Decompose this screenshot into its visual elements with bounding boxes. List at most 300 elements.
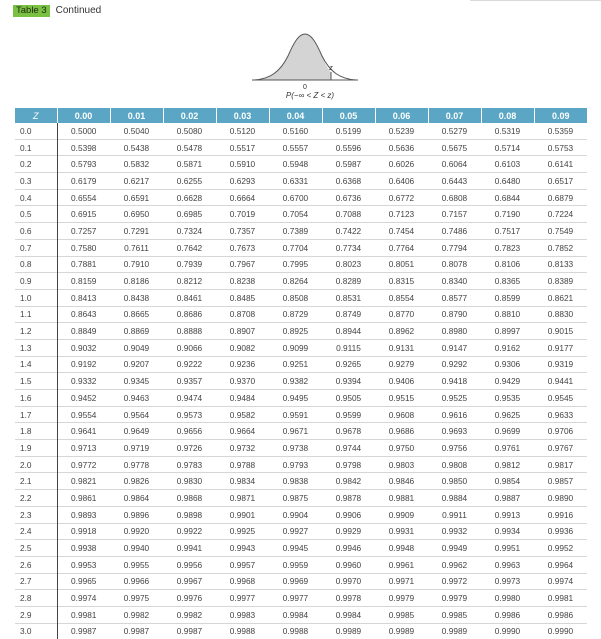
probability-cell: 0.5753 bbox=[534, 139, 587, 156]
probability-cell: 0.9292 bbox=[428, 356, 481, 373]
probability-cell: 0.7549 bbox=[534, 223, 587, 240]
probability-cell: 0.9985 bbox=[375, 606, 428, 623]
probability-cell: 0.6554 bbox=[57, 189, 110, 206]
probability-cell: 0.9893 bbox=[57, 506, 110, 523]
probability-cell: 0.8925 bbox=[269, 323, 322, 340]
probability-cell: 0.9222 bbox=[163, 356, 216, 373]
normal-distribution-table bbox=[15, 108, 587, 639]
probability-cell: 0.5517 bbox=[216, 139, 269, 156]
probability-cell: 0.9332 bbox=[57, 373, 110, 390]
probability-cell: 0.9826 bbox=[110, 473, 163, 490]
probability-cell: 0.9990 bbox=[534, 623, 587, 639]
probability-cell: 0.9968 bbox=[216, 573, 269, 590]
row-z-value: 1.5 bbox=[15, 373, 57, 390]
probability-cell: 0.9981 bbox=[57, 606, 110, 623]
probability-cell: 0.6915 bbox=[57, 206, 110, 223]
probability-cell: 0.9962 bbox=[428, 556, 481, 573]
probability-cell: 0.9625 bbox=[481, 406, 534, 423]
probability-cell: 0.9192 bbox=[57, 356, 110, 373]
probability-cell: 0.9963 bbox=[481, 556, 534, 573]
table-row bbox=[15, 423, 587, 440]
table-row bbox=[15, 490, 587, 507]
probability-cell: 0.9761 bbox=[481, 440, 534, 457]
probability-cell: 0.7019 bbox=[216, 206, 269, 223]
probability-cell: 0.8133 bbox=[534, 256, 587, 273]
table-row bbox=[15, 523, 587, 540]
probability-cell: 0.7054 bbox=[269, 206, 322, 223]
probability-cell: 0.9812 bbox=[481, 456, 534, 473]
probability-cell: 0.7642 bbox=[163, 239, 216, 256]
table-row bbox=[15, 289, 587, 306]
probability-cell: 0.8749 bbox=[322, 306, 375, 323]
probability-cell: 0.9803 bbox=[375, 456, 428, 473]
normal-curve-svg bbox=[250, 24, 360, 94]
table-row bbox=[15, 156, 587, 173]
probability-cell: 0.9948 bbox=[375, 540, 428, 557]
probability-cell: 0.6700 bbox=[269, 189, 322, 206]
probability-cell: 0.7995 bbox=[269, 256, 322, 273]
probability-cell: 0.9988 bbox=[216, 623, 269, 639]
probability-cell: 0.9988 bbox=[269, 623, 322, 639]
header-col-0.03: 0.03 bbox=[216, 108, 269, 123]
probability-cell: 0.9922 bbox=[163, 523, 216, 540]
probability-cell: 0.9846 bbox=[375, 473, 428, 490]
probability-cell: 0.9793 bbox=[269, 456, 322, 473]
probability-cell: 0.8186 bbox=[110, 273, 163, 290]
probability-cell: 0.9394 bbox=[322, 373, 375, 390]
probability-cell: 0.7454 bbox=[375, 223, 428, 240]
probability-cell: 0.9965 bbox=[57, 573, 110, 590]
probability-cell: 0.9732 bbox=[216, 440, 269, 457]
probability-cell: 0.7389 bbox=[269, 223, 322, 240]
probability-cell: 0.6443 bbox=[428, 173, 481, 190]
probability-cell: 0.9945 bbox=[269, 540, 322, 557]
probability-cell: 0.9987 bbox=[57, 623, 110, 639]
probability-cell: 0.8554 bbox=[375, 289, 428, 306]
table-row bbox=[15, 623, 587, 639]
probability-cell: 0.9946 bbox=[322, 540, 375, 557]
probability-cell: 0.9207 bbox=[110, 356, 163, 373]
table-row bbox=[15, 189, 587, 206]
probability-cell: 0.8770 bbox=[375, 306, 428, 323]
probability-cell: 0.5279 bbox=[441, 125, 468, 136]
probability-cell: 0.9979 bbox=[428, 590, 481, 607]
probability-cell: 0.9989 bbox=[375, 623, 428, 639]
probability-cell: 0.9719 bbox=[110, 440, 163, 457]
probability-cell: 0.8023 bbox=[322, 256, 375, 273]
probability-cell: 0.9982 bbox=[163, 606, 216, 623]
row-z-value: 1.4 bbox=[15, 356, 57, 373]
probability-cell: 0.8686 bbox=[163, 306, 216, 323]
probability-cell: 0.9726 bbox=[163, 440, 216, 457]
row-z-value: 2.6 bbox=[15, 556, 57, 573]
row-z-value: 1.0 bbox=[15, 289, 57, 306]
probability-cell: 0.7157 bbox=[428, 206, 481, 223]
probability-cell: 0.7823 bbox=[481, 239, 534, 256]
probability-cell: 0.9082 bbox=[216, 339, 269, 356]
probability-cell: 0.7734 bbox=[322, 239, 375, 256]
probability-cell: 0.5319 bbox=[494, 125, 521, 136]
probability-cell: 0.9147 bbox=[428, 339, 481, 356]
probability-cell: 0.9664 bbox=[216, 423, 269, 440]
probability-cell: 0.9940 bbox=[110, 540, 163, 557]
row-z-value: 0.5 bbox=[15, 206, 57, 223]
probability-cell: 0.9671 bbox=[269, 423, 322, 440]
probability-cell: 0.9357 bbox=[163, 373, 216, 390]
probability-cell: 0.8577 bbox=[428, 289, 481, 306]
probability-cell: 0.9931 bbox=[375, 523, 428, 540]
probability-cell: 0.9911 bbox=[428, 506, 481, 523]
header-col-0.09: 0.09 bbox=[534, 108, 587, 123]
table-row bbox=[15, 373, 587, 390]
probability-cell: 0.9406 bbox=[375, 373, 428, 390]
probability-cell: 0.8599 bbox=[481, 289, 534, 306]
probability-cell: 0.8997 bbox=[481, 323, 534, 340]
probability-cell: 0.8708 bbox=[216, 306, 269, 323]
probability-cell: 0.7852 bbox=[534, 239, 587, 256]
probability-cell: 0.9744 bbox=[322, 440, 375, 457]
probability-cell: 0.9904 bbox=[269, 506, 322, 523]
probability-cell: 0.8078 bbox=[428, 256, 481, 273]
shaded-area bbox=[254, 34, 331, 80]
probability-cell: 0.9969 bbox=[269, 573, 322, 590]
probability-cell: 0.9525 bbox=[428, 390, 481, 407]
probability-cell: 0.9854 bbox=[481, 473, 534, 490]
probability-cell: 0.9901 bbox=[216, 506, 269, 523]
table-row bbox=[15, 473, 587, 490]
probability-cell: 0.9798 bbox=[322, 456, 375, 473]
probability-cell: 0.9452 bbox=[57, 390, 110, 407]
probability-cell: 0.5910 bbox=[216, 156, 269, 173]
probability-cell: 0.8849 bbox=[57, 323, 110, 340]
table-row bbox=[15, 506, 587, 523]
table-row bbox=[15, 323, 587, 340]
probability-cell: 0.6026 bbox=[375, 156, 428, 173]
probability-cell: 0.9936 bbox=[534, 523, 587, 540]
probability-cell: 0.9573 bbox=[163, 406, 216, 423]
probability-cell: 0.8980 bbox=[428, 323, 481, 340]
probability-cell: 0.6103 bbox=[481, 156, 534, 173]
table-row bbox=[15, 556, 587, 573]
header-col-0.01: 0.01 bbox=[110, 108, 163, 123]
probability-cell: 0.5987 bbox=[322, 156, 375, 173]
probability-cell: 0.9599 bbox=[322, 406, 375, 423]
probability-cell: 0.9830 bbox=[163, 473, 216, 490]
header-col-0.00: 0.00 bbox=[57, 108, 110, 123]
probability-cell: 0.6517 bbox=[534, 173, 587, 190]
probability-cell: 0.6808 bbox=[428, 189, 481, 206]
header-z: Z bbox=[15, 108, 57, 123]
probability-cell: 0.9515 bbox=[375, 390, 428, 407]
probability-cell: 0.6368 bbox=[322, 173, 375, 190]
probability-cell: 0.5832 bbox=[110, 156, 163, 173]
probability-cell: 0.9952 bbox=[534, 540, 587, 557]
probability-cell: 0.9906 bbox=[322, 506, 375, 523]
probability-cell: 0.9641 bbox=[57, 423, 110, 440]
probability-cell: 0.9319 bbox=[534, 356, 587, 373]
probability-cell: 0.9960 bbox=[322, 556, 375, 573]
probability-cell: 0.8051 bbox=[375, 256, 428, 273]
probability-cell: 0.9970 bbox=[322, 573, 375, 590]
table-header bbox=[15, 108, 587, 123]
table-row bbox=[15, 306, 587, 323]
probability-cell: 0.9861 bbox=[57, 490, 110, 507]
probability-cell: 0.9949 bbox=[428, 540, 481, 557]
probability-cell: 0.7580 bbox=[57, 239, 110, 256]
row-z-value: 0.4 bbox=[15, 189, 57, 206]
probability-cell: 0.7881 bbox=[57, 256, 110, 273]
probability-cell: 0.5714 bbox=[481, 139, 534, 156]
header-col-0.02: 0.02 bbox=[163, 108, 216, 123]
probability-cell: 0.9857 bbox=[534, 473, 587, 490]
row-z-value: 1.9 bbox=[15, 440, 57, 457]
probability-cell: 0.9951 bbox=[481, 540, 534, 557]
probability-cell: 0.5636 bbox=[375, 139, 428, 156]
probability-cell: 0.9979 bbox=[375, 590, 428, 607]
probability-cell: 0.5438 bbox=[110, 139, 163, 156]
probability-cell: 0.9850 bbox=[428, 473, 481, 490]
probability-cell: 0.9927 bbox=[269, 523, 322, 540]
probability-cell: 0.8621 bbox=[534, 289, 587, 306]
probability-cell: 0.9608 bbox=[375, 406, 428, 423]
probability-cell: 0.8389 bbox=[534, 273, 587, 290]
probability-cell: 0.9015 bbox=[534, 323, 587, 340]
probability-cell: 0.6628 bbox=[163, 189, 216, 206]
probability-cell: 0.6141 bbox=[534, 156, 587, 173]
probability-cell: 0.7611 bbox=[110, 239, 163, 256]
probability-cell: 0.9370 bbox=[216, 373, 269, 390]
probability-cell: 0.8830 bbox=[534, 306, 587, 323]
probability-cell: 0.9699 bbox=[481, 423, 534, 440]
probability-cell: 0.6772 bbox=[375, 189, 428, 206]
probability-cell: 0.9986 bbox=[534, 606, 587, 623]
probability-cell: 0.8643 bbox=[57, 306, 110, 323]
probability-cell: 0.6985 bbox=[163, 206, 216, 223]
probability-cell: 0.9977 bbox=[216, 590, 269, 607]
table-row bbox=[15, 206, 587, 223]
probability-cell: 0.9983 bbox=[216, 606, 269, 623]
probability-cell: 0.9938 bbox=[57, 540, 110, 557]
probability-cell: 0.9956 bbox=[163, 556, 216, 573]
probability-cell: 0.7257 bbox=[57, 223, 110, 240]
table-row bbox=[15, 606, 587, 623]
header-row bbox=[15, 108, 587, 123]
probability-cell: 0.9474 bbox=[163, 390, 216, 407]
probability-cell: 0.7324 bbox=[163, 223, 216, 240]
probability-cell: 0.7910 bbox=[110, 256, 163, 273]
probability-cell: 0.9279 bbox=[375, 356, 428, 373]
probability-cell: 0.9890 bbox=[534, 490, 587, 507]
probability-cell: 0.9934 bbox=[481, 523, 534, 540]
probability-cell: 0.9925 bbox=[216, 523, 269, 540]
table-row bbox=[15, 390, 587, 407]
probability-cell: 0.5199 bbox=[335, 125, 362, 136]
probability-cell: 0.6179 bbox=[57, 173, 110, 190]
probability-cell: 0.8531 bbox=[322, 289, 375, 306]
probability-cell: 0.9868 bbox=[163, 490, 216, 507]
probability-cell: 0.5948 bbox=[269, 156, 322, 173]
probability-cell: 0.6331 bbox=[269, 173, 322, 190]
probability-cell: 0.5675 bbox=[428, 139, 481, 156]
table-title: Continued bbox=[55, 5, 102, 16]
probability-cell: 0.6217 bbox=[110, 173, 163, 190]
probability-cell: 0.9981 bbox=[534, 590, 587, 607]
probability-cell: 0.6736 bbox=[322, 189, 375, 206]
probability-cell: 0.8365 bbox=[481, 273, 534, 290]
row-z-value: 3.0 bbox=[15, 623, 57, 639]
table-row bbox=[15, 273, 587, 290]
probability-cell: 0.9984 bbox=[269, 606, 322, 623]
table-row bbox=[15, 540, 587, 557]
probability-cell: 0.9693 bbox=[428, 423, 481, 440]
probability-cell: 0.9162 bbox=[481, 339, 534, 356]
probability-cell: 0.9881 bbox=[375, 490, 428, 507]
probability-cell: 0.6293 bbox=[216, 173, 269, 190]
probability-cell: 0.9990 bbox=[481, 623, 534, 639]
probability-cell: 0.9345 bbox=[110, 373, 163, 390]
probability-cell: 0.5080 bbox=[176, 125, 203, 136]
probability-cell: 0.5478 bbox=[163, 139, 216, 156]
probability-cell: 0.8413 bbox=[57, 289, 110, 306]
probability-cell: 0.9591 bbox=[269, 406, 322, 423]
table-row bbox=[15, 406, 587, 423]
probability-cell: 0.9265 bbox=[322, 356, 375, 373]
table-row bbox=[15, 139, 587, 156]
probability-cell: 0.9495 bbox=[269, 390, 322, 407]
probability-cell: 0.8665 bbox=[110, 306, 163, 323]
probability-cell: 0.8212 bbox=[163, 273, 216, 290]
table-tag: Table 3 bbox=[13, 5, 50, 17]
probability-cell: 0.9032 bbox=[57, 339, 110, 356]
probability-cell: 0.9686 bbox=[375, 423, 428, 440]
probability-cell: 0.9633 bbox=[534, 406, 587, 423]
probability-cell: 0.7673 bbox=[216, 239, 269, 256]
probability-cell: 0.9115 bbox=[322, 339, 375, 356]
probability-cell: 0.9955 bbox=[110, 556, 163, 573]
probability-cell: 0.6664 bbox=[216, 189, 269, 206]
probability-cell: 0.9545 bbox=[534, 390, 587, 407]
probability-cell: 0.9783 bbox=[163, 456, 216, 473]
probability-cell: 0.9582 bbox=[216, 406, 269, 423]
row-z-value: 0.6 bbox=[15, 223, 57, 240]
probability-cell: 0.7967 bbox=[216, 256, 269, 273]
row-z-value: 2.3 bbox=[15, 506, 57, 523]
probability-cell: 0.9656 bbox=[163, 423, 216, 440]
probability-cell: 0.9441 bbox=[534, 373, 587, 390]
probability-cell: 0.8962 bbox=[375, 323, 428, 340]
probability-cell: 0.9984 bbox=[322, 606, 375, 623]
probability-cell: 0.8438 bbox=[110, 289, 163, 306]
row-z-value: 1.1 bbox=[15, 306, 57, 323]
table-body bbox=[15, 123, 587, 639]
probability-cell: 0.9957 bbox=[216, 556, 269, 573]
probability-cell: 0.8340 bbox=[428, 273, 481, 290]
probability-cell: 0.9463 bbox=[110, 390, 163, 407]
row-z-value: 0.2 bbox=[15, 156, 57, 173]
probability-cell: 0.9943 bbox=[216, 540, 269, 557]
probability-cell: 0.9989 bbox=[428, 623, 481, 639]
probability-cell: 0.8810 bbox=[481, 306, 534, 323]
probability-cell: 0.7704 bbox=[269, 239, 322, 256]
probability-cell: 0.7794 bbox=[428, 239, 481, 256]
probability-cell: 0.9808 bbox=[428, 456, 481, 473]
row-z-value: 0.9 bbox=[15, 273, 57, 290]
probability-cell: 0.9918 bbox=[57, 523, 110, 540]
probability-cell: 0.8461 bbox=[163, 289, 216, 306]
probability-cell: 0.9554 bbox=[57, 406, 110, 423]
probability-cell: 0.9756 bbox=[428, 440, 481, 457]
table-row bbox=[15, 590, 587, 607]
probability-cell: 0.8159 bbox=[57, 273, 110, 290]
table-row bbox=[15, 173, 587, 190]
probability-cell: 0.5871 bbox=[163, 156, 216, 173]
row-z-value: 1.6 bbox=[15, 390, 57, 407]
probability-cell: 0.9898 bbox=[163, 506, 216, 523]
probability-cell: 0.9971 bbox=[375, 573, 428, 590]
table-row bbox=[15, 356, 587, 373]
probability-cell: 0.5557 bbox=[269, 139, 322, 156]
curve-label-z: z bbox=[329, 65, 333, 72]
probability-cell: 0.9966 bbox=[110, 573, 163, 590]
probability-cell: 0.5239 bbox=[388, 125, 415, 136]
row-z-value: 0.3 bbox=[15, 173, 57, 190]
probability-cell: 0.8289 bbox=[322, 273, 375, 290]
table-heading bbox=[13, 5, 101, 17]
row-z-value: 1.2 bbox=[15, 323, 57, 340]
table-row bbox=[15, 456, 587, 473]
header-col-0.07: 0.07 bbox=[428, 108, 481, 123]
probability-cell: 0.9977 bbox=[269, 590, 322, 607]
row-z-value: 1.8 bbox=[15, 423, 57, 440]
probability-cell: 0.9964 bbox=[534, 556, 587, 573]
probability-cell: 0.7357 bbox=[216, 223, 269, 240]
header-col-0.04: 0.04 bbox=[269, 108, 322, 123]
header-col-0.06: 0.06 bbox=[375, 108, 428, 123]
probability-cell: 0.9896 bbox=[110, 506, 163, 523]
probability-cell: 0.5398 bbox=[57, 139, 110, 156]
probability-cell: 0.9974 bbox=[534, 573, 587, 590]
probability-cell: 0.9821 bbox=[57, 473, 110, 490]
probability-cell: 0.7764 bbox=[375, 239, 428, 256]
probability-cell: 0.9973 bbox=[481, 573, 534, 590]
probability-cell: 0.6255 bbox=[163, 173, 216, 190]
probability-cell: 0.9049 bbox=[110, 339, 163, 356]
row-z-value: 2.8 bbox=[15, 590, 57, 607]
probability-cell: 0.9985 bbox=[428, 606, 481, 623]
table-row bbox=[15, 223, 587, 240]
probability-cell: 0.9878 bbox=[322, 490, 375, 507]
probability-cell: 0.9505 bbox=[322, 390, 375, 407]
probability-cell: 0.8888 bbox=[163, 323, 216, 340]
probability-cell: 0.9887 bbox=[481, 490, 534, 507]
probability-cell: 0.9616 bbox=[428, 406, 481, 423]
probability-cell: 0.9987 bbox=[163, 623, 216, 639]
probability-cell: 0.9418 bbox=[428, 373, 481, 390]
probability-cell: 0.9913 bbox=[481, 506, 534, 523]
probability-cell: 0.9987 bbox=[110, 623, 163, 639]
table-row bbox=[15, 123, 587, 139]
probability-cell: 0.8790 bbox=[428, 306, 481, 323]
probability-cell: 0.9838 bbox=[269, 473, 322, 490]
probability-cell: 0.9920 bbox=[110, 523, 163, 540]
probability-cell: 0.6591 bbox=[110, 189, 163, 206]
probability-cell: 0.9817 bbox=[534, 456, 587, 473]
probability-cell: 0.9382 bbox=[269, 373, 322, 390]
probability-cell: 0.9564 bbox=[110, 406, 163, 423]
probability-cell: 0.9251 bbox=[269, 356, 322, 373]
probability-cell: 0.9941 bbox=[163, 540, 216, 557]
probability-cell: 0.9980 bbox=[481, 590, 534, 607]
